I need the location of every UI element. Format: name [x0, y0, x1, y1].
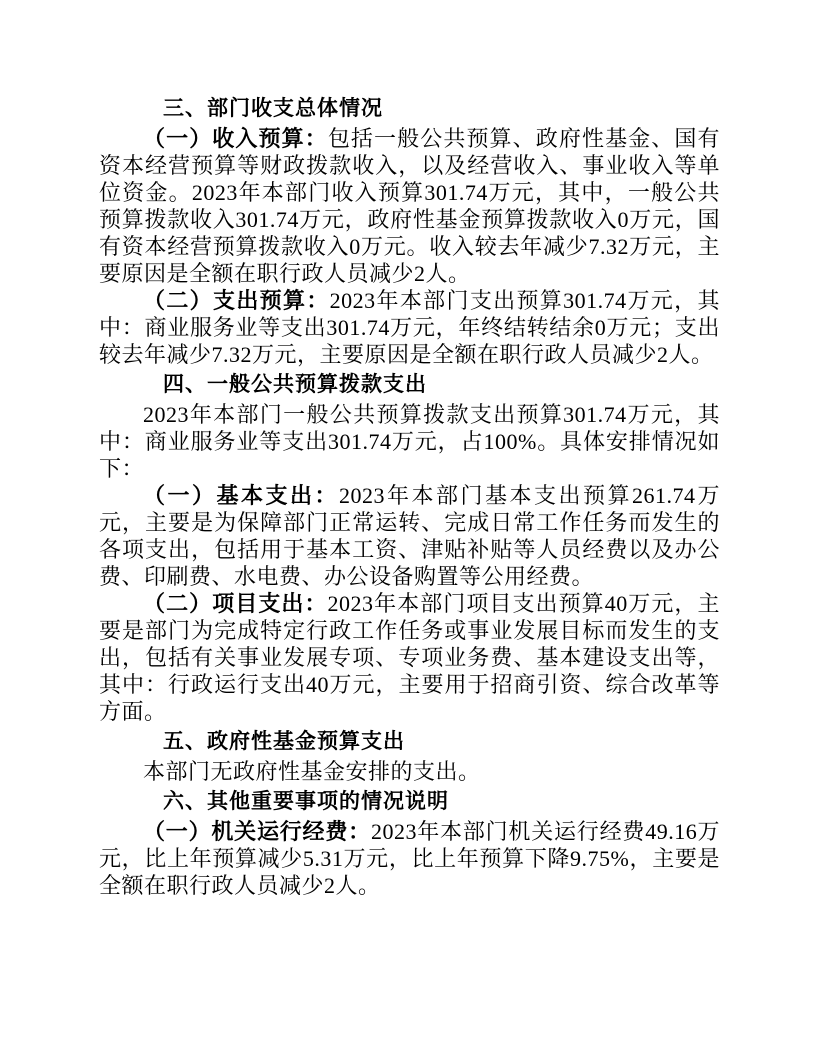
paragraph-text: 2023年本部门机关运行经费49.16万元，比上年预算减少5.31万元，比上年预算下降9.75%，主要是全额在职行政人员减少2人。 — [99, 819, 720, 898]
paragraph — [99, 482, 720, 590]
paragraph — [99, 401, 720, 482]
paragraph — [99, 818, 720, 899]
document-body — [99, 92, 720, 899]
paragraph — [99, 125, 720, 287]
paragraph-text: 2023年本部门支出预算301.74万元，其中：商业服务业等支出301.74万元，年终结转结余0万元；支出较去年减少7.32万元，主要原因是全额在职行政人员减少2人。 — [99, 288, 720, 367]
paragraph-lead: （二）支出预算： — [143, 288, 330, 313]
paragraph-lead: （一）收入预算： — [143, 126, 328, 151]
paragraph-lead: （一）基本支出： — [143, 483, 339, 508]
paragraph-text: 包括一般公共预算、政府性基金、国有资本经营预算等财政拨款收入，以及经营收入、事业收入等单位资金。2023年本部门收入预算301.74万元，其中，一般公共预算拨款收入301.74万元，政府性基金预算拨款收入0万元，国有资本经营预算拨款收入0万元。收入较去年减少7.32万元，主要原因是全额在职行政人员减少2人。 — [99, 126, 720, 286]
paragraph — [99, 287, 720, 368]
section-heading: 三、部门收支总体情况 — [163, 97, 383, 120]
paragraph-text: 本部门无政府性基金安排的支出。 — [143, 759, 481, 784]
section-heading: 五、政府性基金预算支出 — [163, 730, 405, 753]
paragraph — [99, 590, 720, 725]
paragraph — [99, 758, 720, 785]
paragraph-lead: （二）项目支出： — [143, 591, 328, 616]
section-heading: 六、其他重要事项的情况说明 — [163, 790, 449, 813]
paragraph-text: 2023年本部门基本支出预算261.74万元，主要是为保障部门正常运转、完成日常工作任务而发生的各项支出，包括用于基本工资、津贴补贴等人员经费以及办公费、印刷费、水电费、办公设备购置等公用经费。 — [99, 483, 720, 589]
paragraph-text: 2023年本部门一般公共预算拨款支出预算301.74万元，其中：商业服务业等支出301.74万元，占100%。具体安排情况如下： — [99, 402, 720, 481]
paragraph-text: 2023年本部门项目支出预算40万元，主要是部门为完成特定行政工作任务或事业发展目标而发生的支出，包括有关事业发展专项、专项业务费、基本建设支出等，其中：行政运行支出40万元，主要用于招商引资、综合改革等方面。 — [99, 591, 720, 724]
section-heading: 四、一般公共预算拨款支出 — [163, 373, 427, 396]
paragraph-lead: （一）机关运行经费： — [143, 819, 371, 844]
